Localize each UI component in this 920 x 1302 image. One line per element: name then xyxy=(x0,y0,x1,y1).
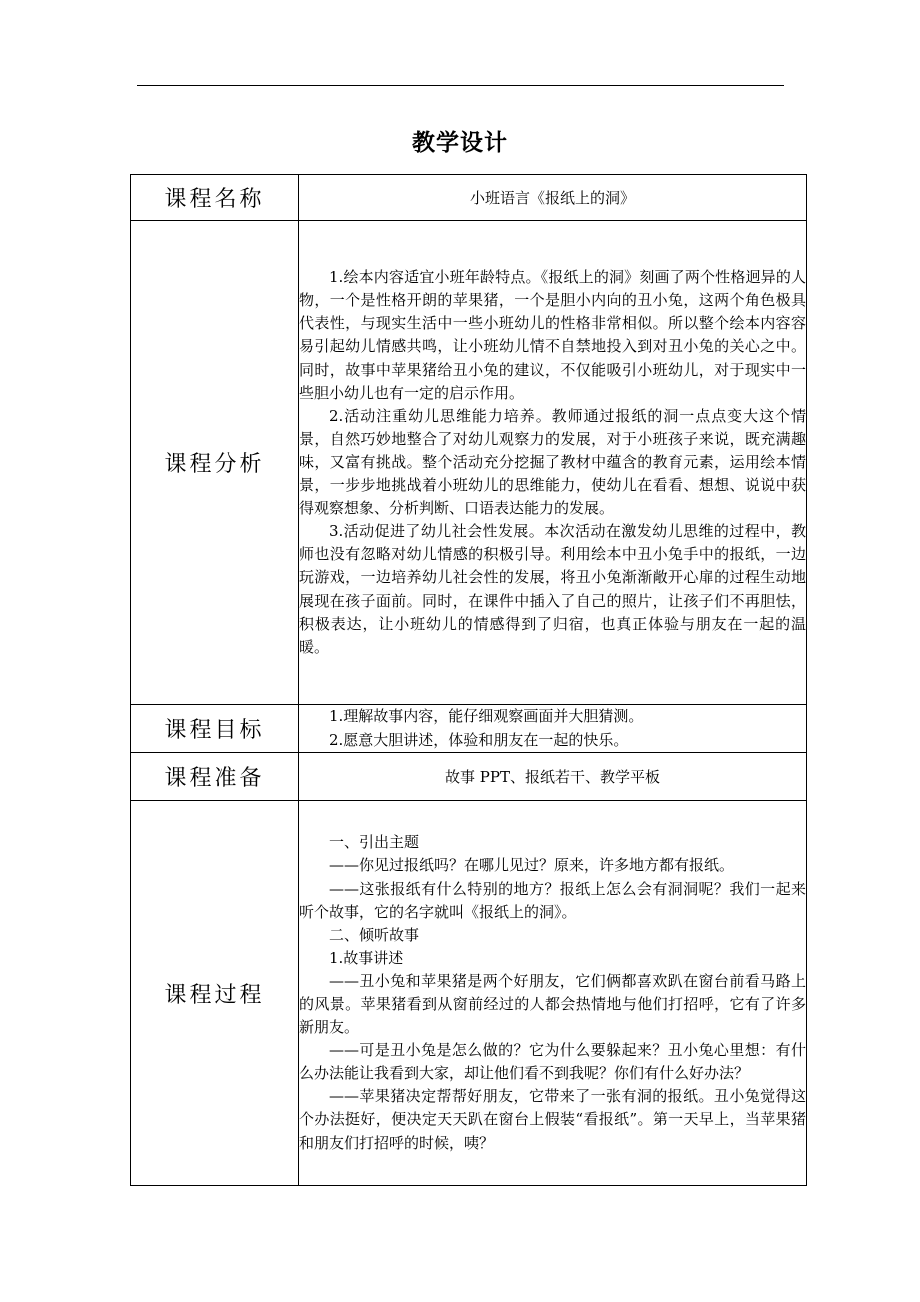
course-goals-content xyxy=(299,705,807,753)
process-paragraph: 1.故事讲述 xyxy=(329,948,404,967)
course-analysis-content xyxy=(299,221,807,705)
process-paragraph: 二、倾听故事 xyxy=(329,925,420,944)
course-prep-value: 故事 PPT、报纸若干、教学平板 xyxy=(299,753,807,801)
row-course-process xyxy=(131,801,807,1186)
label-course-goals: 课程目标 xyxy=(131,705,299,753)
goal-item: 2.愿意大胆讲述，体验和朋友在一起的快乐。 xyxy=(329,730,629,749)
analysis-paragraph: 3.活动促进了幼儿社会性发展。本次活动在激发幼儿思维的过程中，教师也没有忽略对幼儿情感的积极引导。利用绘本中丑小兔手中的报纸，一边玩游戏，一边培养幼儿社会性的发展，将丑小兔渐渐敞开心扉的过程生动地展现在孩子面前。同时，在课件中插入了自己的照片，让孩子们不再胆怯，积极表达，让小班幼儿的情感得到了归宿，也真正体验与朋友在一起的温暖。 xyxy=(299,522,806,656)
goal-item: 1.理解故事内容，能仔细观察画面并大胆猜测。 xyxy=(329,707,644,726)
row-course-analysis xyxy=(131,221,807,705)
row-course-prep xyxy=(131,753,807,801)
header-rule xyxy=(137,85,784,86)
label-course-analysis: 课程分析 xyxy=(131,221,299,705)
document-title: 教学设计 xyxy=(412,130,508,156)
analysis-paragraph: 1.绘本内容适宜小班年龄特点。《报纸上的洞》刻画了两个性格迥异的人物，一个是性格开朗的苹果猪，一个是胆小内向的丑小兔，这两个角色极具代表性，与现实生活中一些小班幼儿的性格非常相似。所以整个绘本内容容易引起幼儿情感共鸣，让小班幼儿情不自禁地投入到对丑小兔的关心之中。同时，故事中苹果猪给丑小兔的建议，不仅能吸引小班幼儿，对于现实中一些胆小幼儿也有一定的启示作用。 xyxy=(299,268,806,402)
label-course-name: 课程名称 xyxy=(131,175,299,221)
process-paragraph: ——丑小兔和苹果猪是两个好朋友，它们俩都喜欢趴在窗台前看马路上的风景。苹果猪看到从窗前经过的人都会热情地与他们打招呼，它有了许多新朋友。 xyxy=(299,971,806,1037)
row-course-name xyxy=(131,175,807,221)
lesson-plan-table xyxy=(130,174,807,1186)
label-course-process: 课程过程 xyxy=(131,801,299,1186)
course-name-value: 小班语言《报纸上的洞》 xyxy=(299,175,807,221)
label-course-prep: 课程准备 xyxy=(131,753,299,801)
course-process-content xyxy=(299,801,807,1186)
process-paragraph: ——苹果猪决定帮帮好朋友，它带来了一张有洞的报纸。丑小兔觉得这个办法挺好，便决定天天趴在窗台上假装“看报纸”。第一天早上，当苹果猪和朋友们打招呼的时候，咦？ xyxy=(299,1087,806,1152)
process-paragraph: ——这张报纸有什么特别的地方？报纸上怎么会有洞洞呢？我们一起来听个故事，它的名字就叫《报纸上的洞》。 xyxy=(299,879,806,921)
analysis-paragraph: 2.活动注重幼儿思维能力培养。教师通过报纸的洞一点点变大这个情景，自然巧妙地整合了对幼儿观察力的发展，对于小班孩子来说，既充满趣味，又富有挑战。整个活动充分挖掘了教材中蕴含的教育元素，运用绘本情景，一步步地挑战着小班幼儿的思维能力，使幼儿在看看、想想、说说中获得观察想象、分析判断、口语表达能力的发展。 xyxy=(299,406,806,518)
row-course-goals xyxy=(131,705,807,753)
process-paragraph: 一、引出主题 xyxy=(329,833,420,852)
process-paragraph: ——可是丑小兔是怎么做的？它为什么要躲起来？丑小兔心里想：有什么办法能让我看到大家，却让他们看不到我呢？你们有什么好办法？ xyxy=(299,1041,806,1083)
process-paragraph: ——你见过报纸吗？在哪儿见过？原来，许多地方都有报纸。 xyxy=(329,856,735,875)
